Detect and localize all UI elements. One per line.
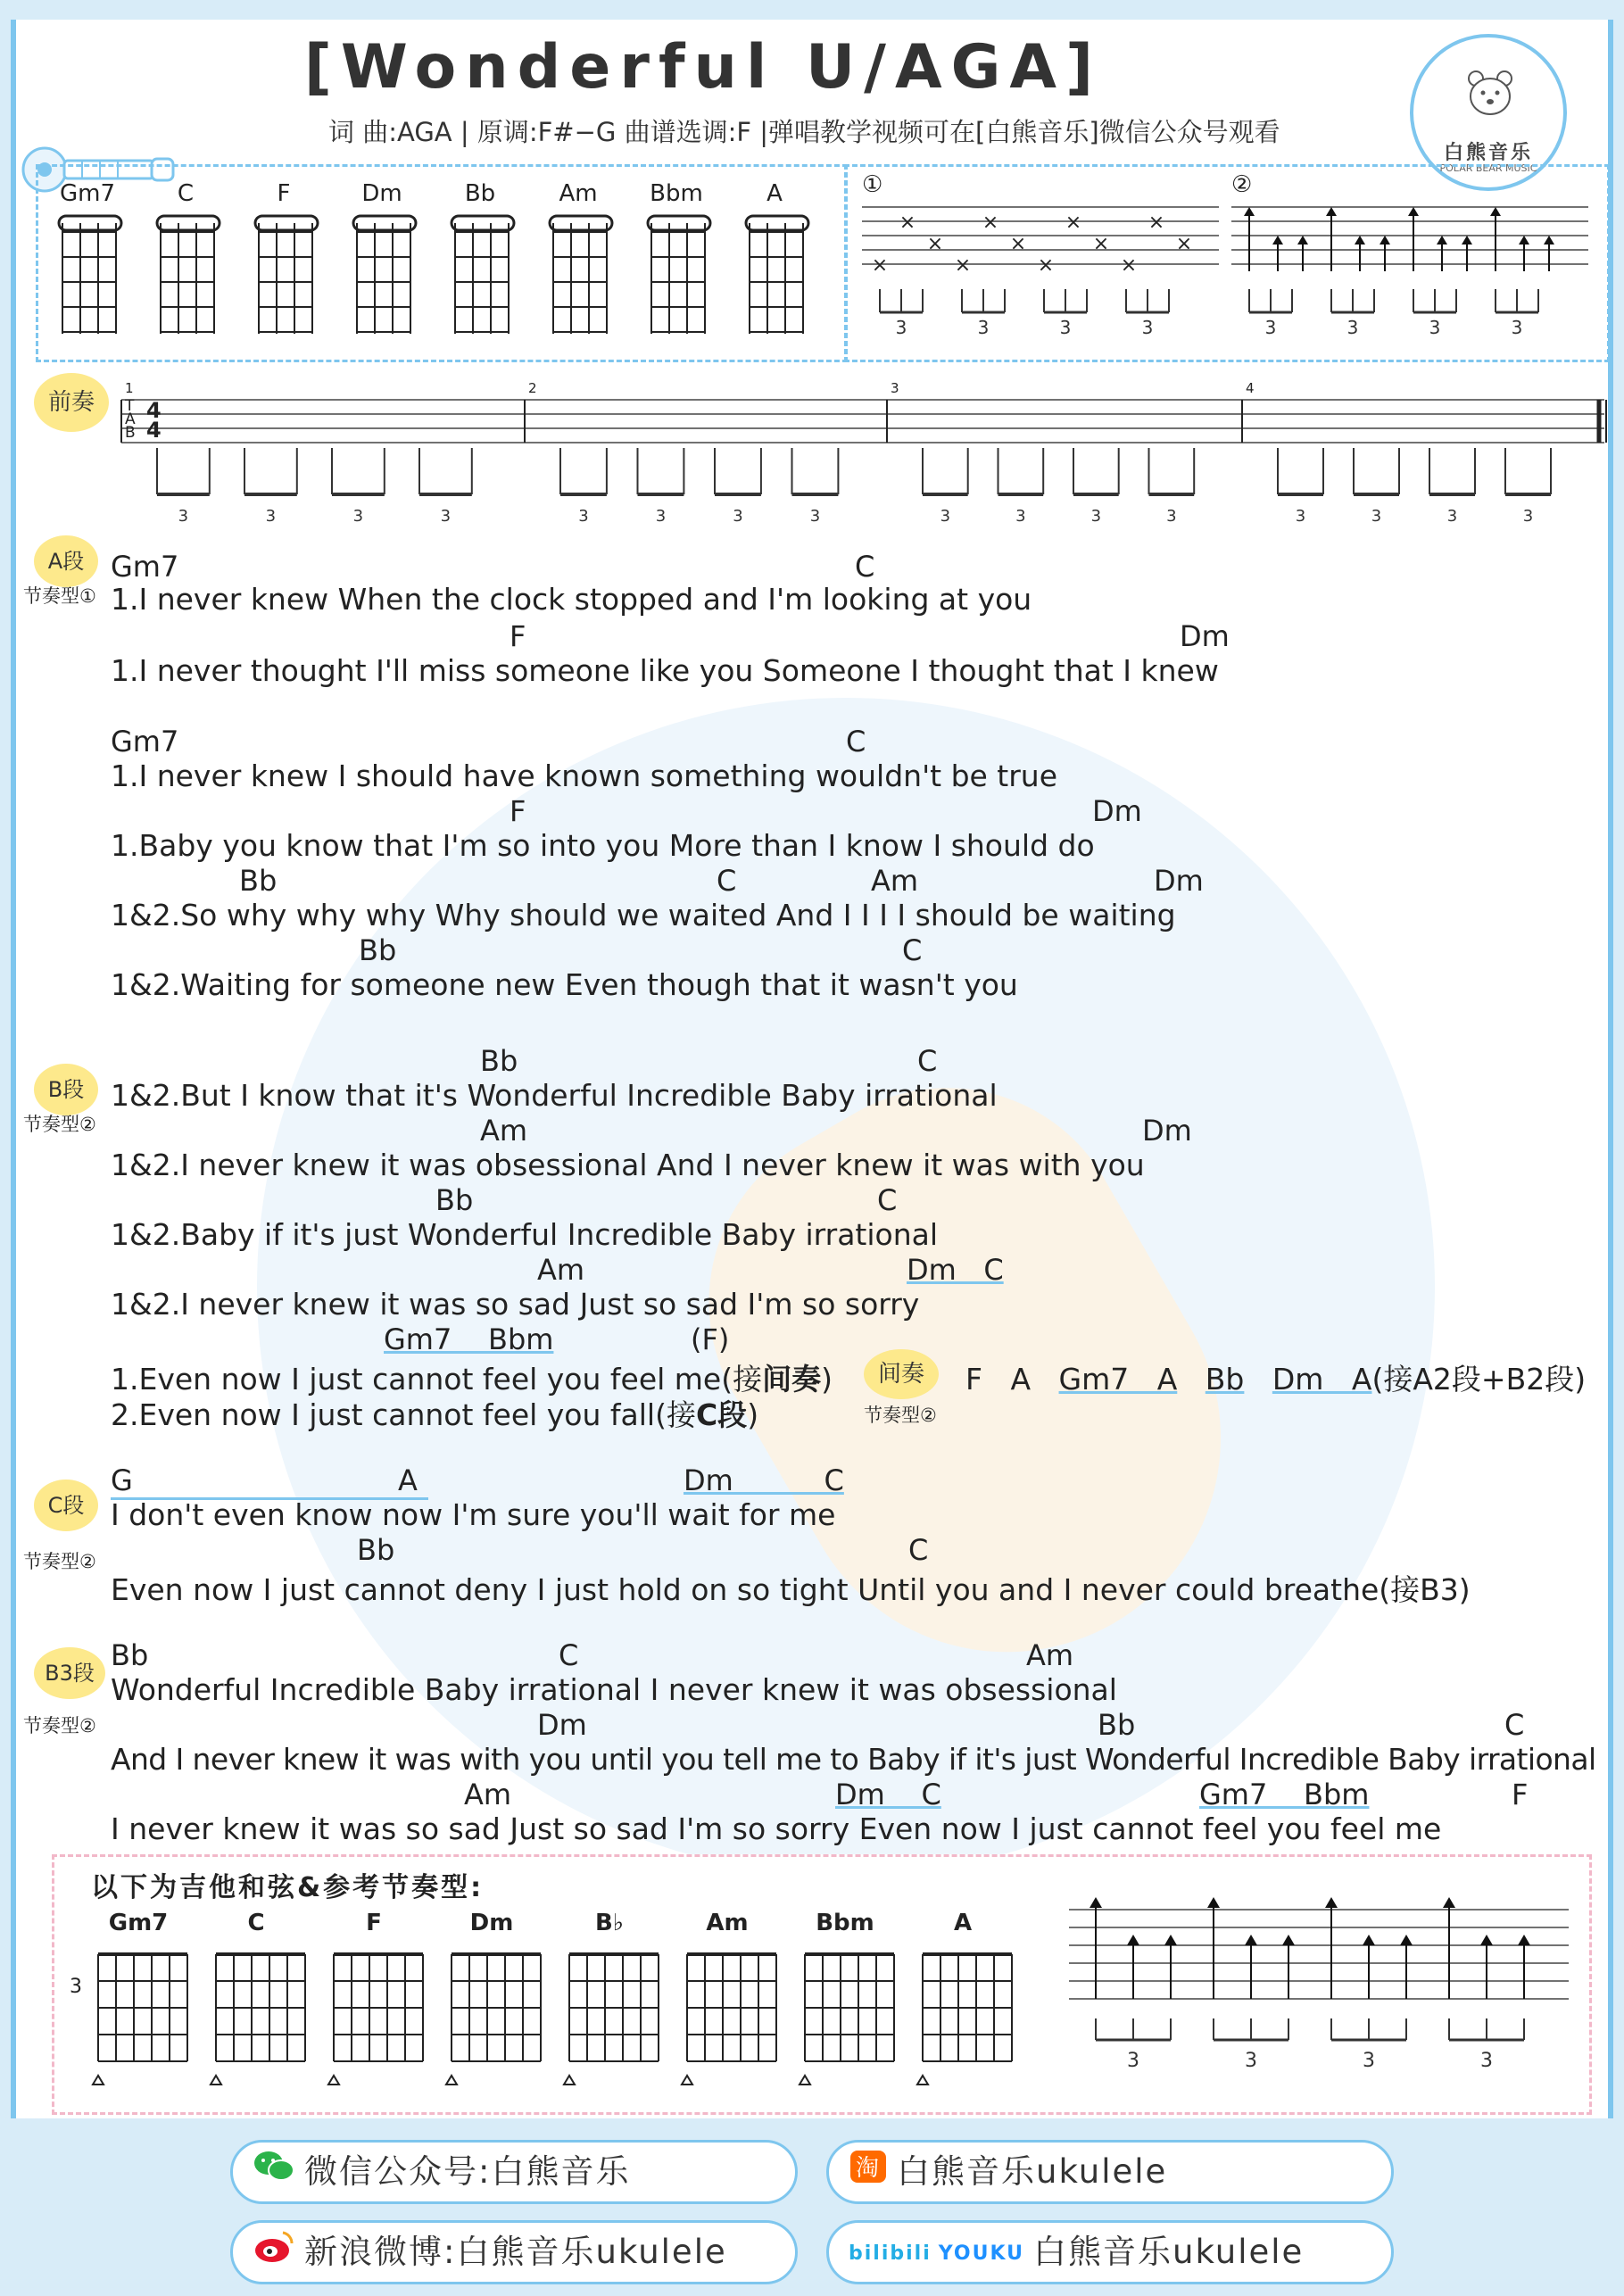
svg-text:3: 3	[1015, 507, 1026, 526]
svg-text:×: ×	[1092, 233, 1110, 255]
guitar-chord-diagram	[89, 1910, 196, 2106]
chord: Dm	[537, 1708, 587, 1742]
guitar-chord-name: F	[366, 1910, 382, 1936]
chord: C	[717, 864, 737, 898]
guitar-chord-diagram	[207, 1910, 314, 2106]
guitar-section-title: 以下为吉他和弦&参考节奏型:	[91, 1872, 485, 1903]
svg-text:3: 3	[1522, 507, 1534, 526]
svg-text:3: 3	[1429, 317, 1441, 338]
svg-text:×: ×	[926, 233, 944, 255]
chord: C	[877, 1183, 898, 1217]
guitar-chord-grid	[560, 1942, 667, 2102]
svg-text:3: 3	[1295, 507, 1306, 526]
chord: Dm	[1180, 619, 1230, 653]
guitar-chord-grid	[325, 1942, 432, 2102]
lyric-line: And I never knew it was with you until you tell me to Baby if it's just Wonderful Incredible Baby irrational	[111, 1742, 1596, 1777]
svg-text:3: 3	[1245, 2050, 1257, 2072]
interlude-chords: F A Gm7 A Bb Dm A(接A2段+B2段)	[965, 1362, 1587, 1397]
chord: Bb	[1098, 1708, 1136, 1742]
chord: C	[1504, 1708, 1525, 1742]
weibo-pill[interactable]: 新浪微博:白熊音乐ukulele	[230, 2220, 798, 2284]
svg-text:3: 3	[655, 507, 667, 526]
uke-chord-diagram	[150, 180, 239, 350]
chord: Gm7	[111, 725, 179, 758]
guitar-chord-name: Dm	[469, 1910, 514, 1936]
uke-chord-list	[36, 180, 848, 350]
svg-text:4: 4	[146, 418, 162, 443]
uke-chord-grid	[444, 212, 525, 346]
guitar-chord-name: Am	[706, 1910, 749, 1936]
svg-text:3: 3	[1446, 507, 1458, 526]
intro-tab	[111, 362, 1610, 541]
uke-chord-grid	[543, 212, 623, 346]
chord: C	[559, 1638, 579, 1672]
chord: C	[917, 1044, 938, 1078]
svg-text:×: ×	[1120, 254, 1138, 277]
chord: Bb	[435, 1183, 474, 1217]
lyric-line: 2.Even now I just cannot feel you fall(接C段)	[111, 1397, 759, 1432]
bear-icon	[1465, 68, 1515, 118]
chord: Bb	[359, 933, 397, 967]
pattern2-label: ②	[1231, 171, 1253, 198]
chord: Gm7 Bbm	[384, 1322, 554, 1356]
svg-text:B: B	[125, 424, 136, 442]
youku-icon: YOUKU	[938, 2242, 1024, 2265]
svg-text:3: 3	[352, 507, 364, 526]
taobao-pill[interactable]: 淘 白熊音乐ukulele	[826, 2140, 1394, 2204]
uke-chord-diagram	[543, 180, 632, 350]
lyric-line: 1&2.Waiting for someone new Even though that it wasn't you	[111, 967, 1018, 1002]
svg-text:1: 1	[125, 380, 134, 396]
rhythm-pattern-2	[1231, 189, 1597, 359]
section-b3-pattern: 节奏型②	[23, 1715, 96, 1737]
guitar-chord-grid	[796, 1942, 903, 2102]
svg-text:4: 4	[1246, 380, 1255, 396]
svg-text:3: 3	[1371, 507, 1382, 526]
svg-text:2: 2	[528, 380, 537, 396]
uke-chord-name: Dm	[361, 180, 402, 207]
uke-chord-diagram	[52, 180, 141, 350]
uke-chord-diagram	[248, 180, 337, 350]
lyric-line: 1.Even now I just cannot feel you feel me(接间奏)	[111, 1362, 833, 1397]
guitar-chord-grid	[914, 1942, 1021, 2102]
chord: Bb	[111, 1638, 149, 1672]
svg-text:×: ×	[1175, 233, 1193, 255]
song-title: [Wonderful U/AGA]	[303, 32, 1103, 103]
svg-text:3: 3	[733, 507, 743, 526]
section-b-badge: B段	[34, 1064, 98, 1115]
bilibili-icon: bilibili	[849, 2242, 932, 2265]
section-c-pattern: 节奏型②	[23, 1551, 96, 1572]
guitar-chord-grid	[678, 1942, 785, 2102]
uke-chord-name: Bb	[464, 180, 496, 207]
chord: Dm	[1092, 794, 1142, 828]
svg-text:3: 3	[1264, 317, 1277, 338]
svg-text:×: ×	[1037, 254, 1055, 277]
video-pill[interactable]: bilibili YOUKU 白熊音乐ukulele	[826, 2220, 1394, 2284]
chord: Am	[464, 1778, 512, 1811]
chord: Gm7 Bbm	[1199, 1778, 1370, 1811]
uke-chord-name: C	[177, 180, 195, 207]
svg-text:3: 3	[1363, 2050, 1375, 2072]
lyric-line: 1.I never thought I'll miss someone like you Someone I thought that I knew	[111, 653, 1219, 688]
lyric-line: 1&2.Baby if it's just Wonderful Incredible Baby irrational	[111, 1217, 939, 1252]
chord: Dm	[1154, 864, 1204, 898]
svg-text:3: 3	[1511, 317, 1523, 338]
uke-chord-name: Gm7	[59, 180, 116, 207]
lyric-line: 1&2.So why why why Why should we waited And I I I I should be waiting	[111, 898, 1176, 932]
svg-text:4: 4	[146, 398, 162, 423]
svg-text:3: 3	[895, 317, 907, 338]
chord: G	[111, 1463, 428, 1500]
chord: F	[1512, 1778, 1529, 1811]
chord: Dm	[1142, 1114, 1192, 1148]
chord: Dm C	[907, 1253, 1004, 1287]
guitar-chord-diagram	[678, 1910, 785, 2106]
lyric-line: Even now I just cannot deny I just hold on so tight Until you and I never could breathe(接B3)	[111, 1572, 1471, 1607]
svg-text:×: ×	[982, 211, 999, 234]
guitar-chord-diagram	[796, 1910, 903, 2106]
uke-chord-name: Bbm	[650, 180, 703, 207]
lyric-line: I never knew it was so sad Just so sad I'm so sorry Even now I just cannot feel you feel me	[111, 1811, 1442, 1846]
svg-text:淘: 淘	[855, 2154, 882, 2182]
uke-chord-grid	[346, 212, 427, 346]
section-b3-badge: B3段	[34, 1647, 105, 1699]
svg-text:×: ×	[899, 211, 916, 234]
section-a-badge: A段	[34, 535, 98, 587]
guitar-chord-list	[70, 1910, 1015, 2108]
uke-chord-grid	[739, 212, 819, 346]
guitar-chord-name: B♭	[594, 1910, 625, 1936]
chord: C	[902, 933, 923, 967]
svg-text:3: 3	[1141, 317, 1154, 338]
chord: Bb	[480, 1044, 518, 1078]
guitar-chord-grid	[443, 1942, 550, 2102]
svg-text:3: 3	[1059, 317, 1072, 338]
lyric-line: 1&2.I never knew it was obsessional And I never knew it was with you	[111, 1148, 1145, 1182]
interlude-pattern: 节奏型②	[864, 1405, 937, 1426]
guitar-chord-diagram	[560, 1910, 667, 2106]
lyric-line: Wonderful Incredible Baby irrational I never knew it was obsessional	[111, 1672, 1117, 1707]
svg-text:T: T	[125, 397, 135, 415]
chord: Dm C	[835, 1778, 941, 1811]
lyric-line: 1.I never knew When the clock stopped and I'm looking at you	[111, 582, 1032, 617]
guitar-chord-diagram	[443, 1910, 550, 2106]
lyric-line: I don't even know now I'm sure you'll wait for me	[111, 1497, 836, 1532]
uke-chord-grid	[150, 212, 230, 346]
uke-chord-diagram	[346, 180, 435, 350]
svg-text:3: 3	[578, 507, 589, 526]
chord: (F)	[691, 1322, 730, 1356]
svg-text:3: 3	[809, 507, 821, 526]
svg-text:3: 3	[1127, 2050, 1139, 2072]
svg-text:3: 3	[178, 507, 189, 526]
lyric-line: 1&2.I never knew it was so sad Just so sad I'm so sorry	[111, 1287, 920, 1322]
svg-text:×: ×	[1148, 211, 1165, 234]
svg-text:3: 3	[1346, 317, 1359, 338]
uke-chord-grid	[52, 212, 132, 346]
pattern1-label: ①	[862, 171, 883, 198]
weibo-icon	[253, 2225, 295, 2284]
uke-chord-diagram	[641, 180, 730, 350]
svg-text:3: 3	[1090, 507, 1102, 526]
sheet	[11, 20, 1613, 2118]
lyric-line: 1.I never knew I should have known something wouldn't be true	[111, 758, 1058, 793]
svg-text:×: ×	[1065, 211, 1082, 234]
guitar-chord-grid	[207, 1942, 314, 2102]
chord: Am	[871, 864, 919, 898]
lyric-line: 1.Baby you know that I'm so into you More than I know I should do	[111, 828, 1095, 863]
svg-text:3: 3	[940, 507, 951, 526]
chord: A	[398, 1463, 418, 1497]
chord: Am	[480, 1114, 528, 1148]
svg-text:×: ×	[954, 254, 972, 277]
guitar-chord-grid	[89, 1942, 196, 2102]
chord: F	[510, 619, 526, 653]
section-a-pattern: 节奏型①	[23, 585, 96, 607]
guitar-rhythm-pattern	[1069, 1885, 1578, 2099]
guitar-chord-name: A	[953, 1910, 973, 1936]
rhythm-pattern-1	[862, 189, 1228, 359]
guitar-chord-diagram	[914, 1910, 1021, 2106]
svg-text:3: 3	[440, 507, 452, 526]
uke-chord-name: F	[277, 180, 291, 207]
section-b-pattern: 节奏型②	[23, 1114, 96, 1135]
logo-name: 白熊音乐	[1443, 142, 1533, 164]
uke-chord-name: A	[766, 180, 783, 207]
svg-text:×: ×	[1009, 233, 1027, 255]
section-c-badge: C段	[34, 1480, 98, 1531]
song-subtitle: 词 曲:AGA | 原调:F#−G 曲谱选调:F |弹唱教学视频可在[白熊音乐]微信公众号观看	[328, 117, 1280, 147]
svg-text:3: 3	[265, 507, 277, 526]
fret-number: 3	[70, 1976, 82, 1998]
uke-chord-diagram	[739, 180, 828, 350]
chord: C	[846, 725, 866, 758]
svg-text:3: 3	[1166, 507, 1177, 526]
guitar-chord-name: C	[247, 1910, 265, 1936]
guitar-chord-name: Bbm	[816, 1910, 874, 1936]
taobao-icon	[849, 2144, 888, 2203]
uke-chord-grid	[641, 212, 721, 346]
interlude-badge: 间奏	[864, 1349, 939, 1399]
svg-text:3: 3	[891, 380, 899, 396]
chord: C	[908, 1533, 929, 1567]
chord: Bb	[239, 864, 278, 898]
lyric-line: 1&2.But I know that it's Wonderful Incredible Baby irrational	[111, 1078, 998, 1113]
chord: Gm7	[111, 550, 179, 584]
chord: Am	[537, 1253, 585, 1287]
chord: Dm C	[684, 1463, 844, 1497]
svg-text:A: A	[125, 410, 136, 428]
uke-chord-name: Am	[559, 180, 598, 207]
svg-text:3: 3	[1480, 2050, 1493, 2072]
uke-chord-diagram	[444, 180, 534, 350]
uke-chord-grid	[248, 212, 328, 346]
guitar-chord-diagram	[325, 1910, 432, 2106]
svg-text:3: 3	[977, 317, 990, 338]
intro-badge: 前奏	[34, 373, 109, 432]
svg-text:×: ×	[871, 254, 889, 277]
wechat-pill[interactable]: 微信公众号:白熊音乐	[230, 2140, 798, 2204]
chord: F	[510, 794, 526, 828]
logo-sub: POLAR BEAR MUSIC	[1439, 162, 1537, 174]
guitar-chord-name: Gm7	[108, 1910, 169, 1936]
chord: Am	[1026, 1638, 1074, 1672]
wechat-icon	[253, 2144, 295, 2203]
chord: C	[855, 550, 875, 584]
chord: Bb	[357, 1533, 395, 1567]
